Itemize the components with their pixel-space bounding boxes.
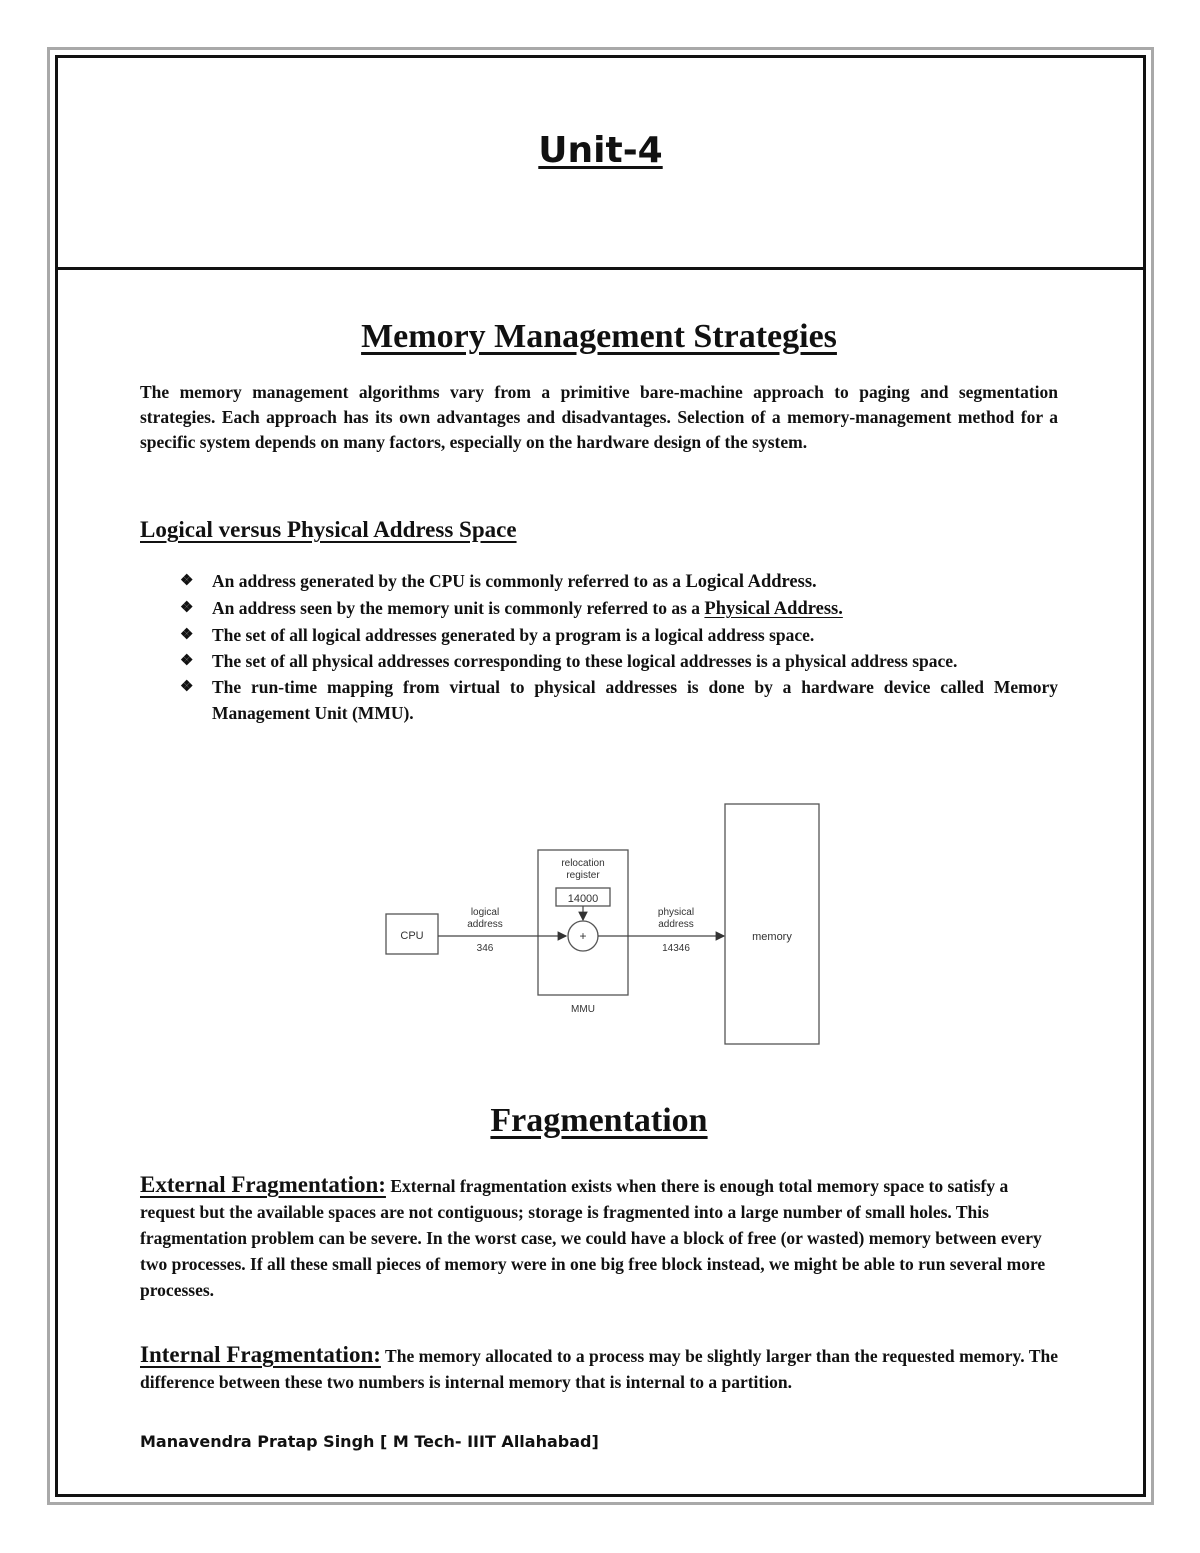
address-section (140, 517, 1058, 543)
external-fragmentation-label: External Fragmentation: (140, 1172, 386, 1197)
logical-label-line2: address (467, 919, 503, 930)
physical-value: 14346 (662, 943, 690, 954)
bullet-text: The set of all logical addresses generated by a program is a logical address space. (212, 625, 815, 645)
list-item (140, 568, 1058, 595)
external-fragmentation-paragraph (140, 1172, 1058, 1303)
diamond-bullet-icon: ❖ (180, 600, 194, 616)
external-fragmentation-block (140, 1172, 1058, 1303)
bullet-text: An address seen by the memory unit is commonly referred to as a (212, 598, 705, 618)
memory-intro: The memory management algorithms vary from a primitive bare-machine approach to paging and segmentation strategies. Each approach has its own advantages and disadvantages. Selection of a memory-management method for a specific system depends on many factors, especially on the hardware design of the system. (140, 382, 1058, 452)
author-footer: Manavendra Pratap Singh [ M Tech- IIIT Allahabad] (140, 1432, 599, 1451)
physical-label-line2: address (658, 919, 694, 930)
relocation-label-line2: register (566, 870, 600, 881)
internal-fragmentation-block (140, 1342, 1058, 1395)
list-item (140, 674, 1058, 726)
memory-section (140, 318, 1058, 356)
logical-address-term: Logical Address. (685, 572, 817, 592)
diamond-bullet-icon: ❖ (180, 679, 194, 695)
logical-label-line1: logical (470, 907, 500, 918)
memory-intro-block (140, 380, 1058, 455)
mmu-diagram (380, 798, 830, 1048)
diamond-bullet-icon: ❖ (180, 627, 194, 643)
memory-label: memory (752, 931, 792, 943)
external-fragmentation-text: External fragmentation exists when there is enough total memory space to satisfy a request but the available spaces are not contiguous; storage is fragmented into a large number of small holes. This fragmentation problem can be severe. In the worst case, we could have a block of free (or wasted) memory between every two processes. If all these small pieces of memory were in one big free block instead, we might be able to run several more processes. (140, 1176, 1046, 1300)
address-bullets-block (140, 568, 1058, 726)
physical-address-term: Physical Address. (704, 599, 843, 619)
relocation-value: 14000 (567, 893, 599, 905)
unit-title: Unit-4 (538, 130, 663, 171)
mmu-label: MMU (571, 1004, 595, 1015)
diamond-bullet-icon: ❖ (180, 573, 194, 589)
internal-fragmentation-label: Internal Fragmentation: (140, 1342, 381, 1367)
header-box (55, 55, 1146, 270)
memory-section-title: Memory Management Strategies (361, 318, 837, 355)
address-bullet-list (140, 568, 1058, 726)
list-item (140, 648, 1058, 674)
address-section-title: Logical versus Physical Address Space (140, 517, 517, 542)
fragmentation-title: Fragmentation (490, 1102, 708, 1139)
bullet-text: The run-time mapping from virtual to physical addresses is done by a hardware device called Memory Management Unit (MMU). (212, 677, 1058, 723)
relocation-label-line1: relocation (561, 858, 605, 869)
internal-fragmentation-text: The memory allocated to a process may be slightly larger than the requested memory. The difference between these two numbers is internal memory that is internal to a partition. (140, 1346, 1058, 1392)
cpu-label: CPU (400, 930, 424, 942)
adder-symbol: + (579, 929, 587, 943)
internal-fragmentation-paragraph (140, 1342, 1058, 1395)
bullet-text: The set of all physical addresses corresponding to these logical addresses is a physical address space. (212, 651, 958, 671)
list-item (140, 595, 1058, 622)
bullet-text: An address generated by the CPU is commonly referred to as a (212, 571, 686, 591)
fragmentation-section (140, 1102, 1058, 1140)
diamond-bullet-icon: ❖ (180, 653, 194, 669)
physical-label-line1: physical (657, 907, 695, 918)
memory-box (725, 804, 819, 1044)
list-item (140, 622, 1058, 648)
logical-value: 346 (476, 943, 494, 954)
